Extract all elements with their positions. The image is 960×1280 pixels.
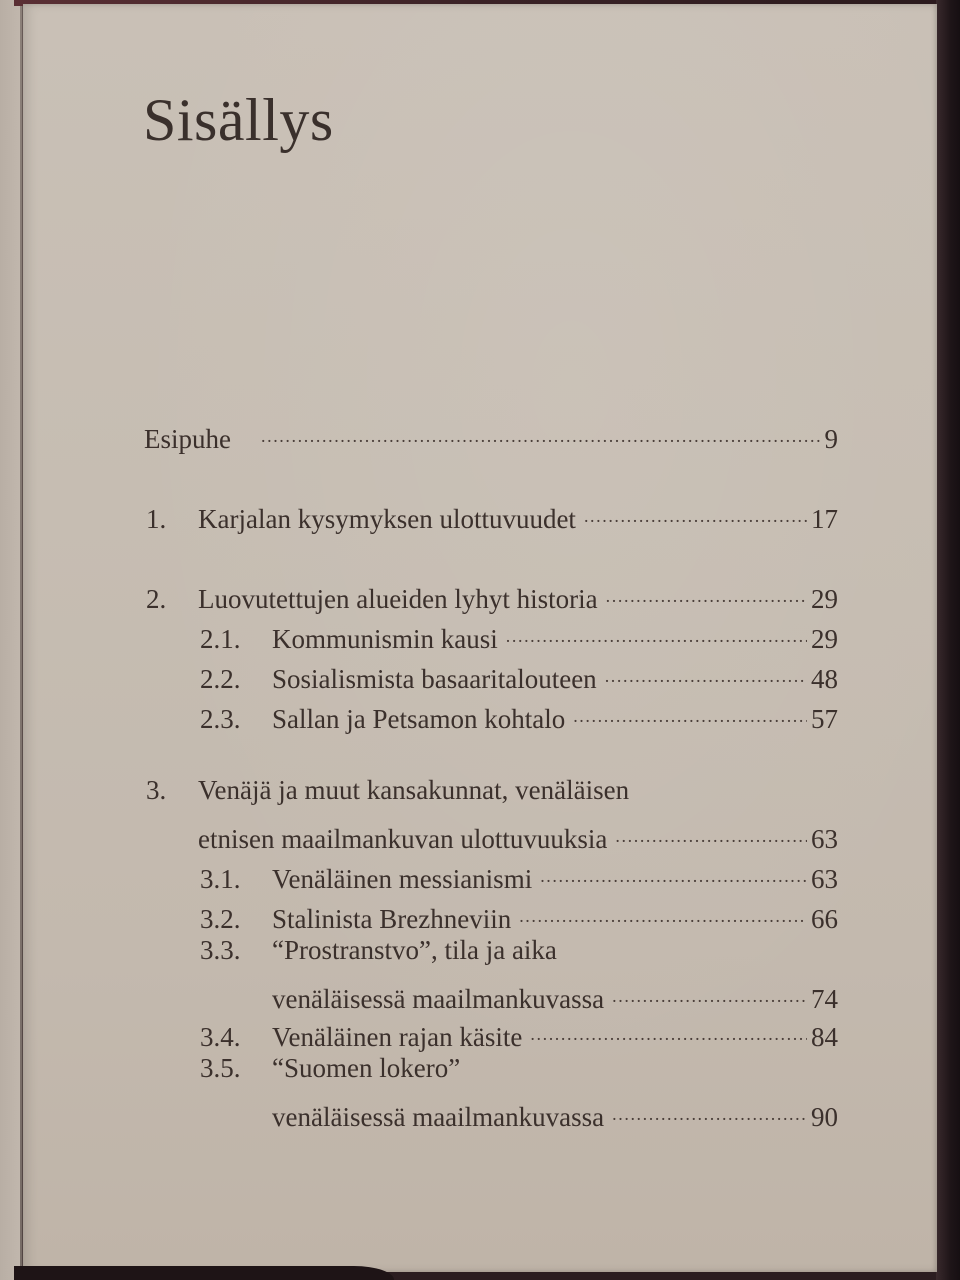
dot-leader: [540, 852, 807, 888]
dot-leader: [261, 412, 821, 448]
dot-leader: [519, 892, 807, 928]
toc-entry-page: 84: [811, 1022, 838, 1052]
dot-leader: [612, 1090, 807, 1126]
toc-entry-label: Sallan ja Petsamon kohtalo: [272, 704, 566, 734]
toc-entry-section-2-3[interactable]: [200, 692, 838, 734]
dot-leader: [530, 1010, 807, 1046]
dot-leader: [606, 572, 807, 608]
toc-entry-label: Venäjä ja muut kansakunnat, venäläisen: [198, 775, 630, 805]
page-title: Sisällys: [143, 87, 334, 153]
dot-leader: [612, 972, 807, 1008]
toc-entry-preface[interactable]: [144, 412, 838, 454]
toc-entry-label-continuation: etnisen maailmankuvan ulottuvuuksia: [198, 824, 608, 854]
toc-entry-section-3-3[interactable]: [200, 932, 838, 968]
back-cover-edge: [0, 0, 22, 1280]
toc-entry-number: 3.2.: [200, 904, 241, 934]
toc-entry-page: 29: [811, 584, 838, 614]
toc-entry-label: Venäläinen messianismi: [272, 864, 533, 894]
toc-entry-label: Venäläinen rajan käsite: [272, 1022, 523, 1052]
toc-entry-page: 17: [811, 504, 838, 534]
toc-entry-page: 63: [811, 824, 838, 854]
toc-entry-number: 3.1.: [200, 864, 241, 894]
toc-entry-number: 3.4.: [200, 1022, 241, 1052]
toc-entry-label: “Suomen lokero”: [272, 1053, 461, 1083]
toc-entry-section-3-3-continuation[interactable]: [272, 972, 838, 1014]
toc-entry-section-2-2[interactable]: [200, 652, 838, 694]
dot-leader: [605, 652, 807, 688]
toc-entry-section-3-2[interactable]: [200, 892, 838, 934]
toc-entry-label-continuation: venäläisessä maailmankuvassa: [272, 1102, 605, 1132]
toc-entry-label: “Prostranstvo”, tila ja aika: [272, 935, 557, 965]
cover-right-edge: [936, 0, 960, 1280]
toc-entry-number: 3.: [146, 775, 167, 805]
toc-entry-label: Luovutettujen alueiden lyhyt historia: [198, 584, 598, 614]
toc-entry-chapter-3-continuation[interactable]: [198, 812, 838, 854]
book-page: [23, 4, 937, 1272]
toc-entry-page: 74: [811, 984, 838, 1014]
toc-entry-page: 48: [811, 664, 838, 694]
toc-entry-number: 2.: [146, 584, 167, 614]
toc-entry-label-continuation: venäläisessä maailmankuvassa: [272, 984, 605, 1014]
toc-entry-section-3-4[interactable]: [200, 1010, 838, 1052]
dot-leader: [615, 812, 807, 848]
toc-entry-chapter-3[interactable]: [146, 772, 838, 808]
toc-entry-page: 90: [811, 1102, 838, 1132]
toc-entry-number: 3.3.: [200, 935, 241, 965]
toc-entry-label: Esipuhe: [144, 424, 231, 454]
toc-entry-page: 66: [811, 904, 838, 934]
toc-entry-section-3-1[interactable]: [200, 852, 838, 894]
toc-entry-number: 2.3.: [200, 704, 241, 734]
cover-bottom-edge: [14, 1266, 394, 1280]
toc-entry-label: Kommunismin kausi: [272, 624, 498, 654]
toc-entry-page: 29: [811, 624, 838, 654]
toc-entry-section-3-5-continuation[interactable]: [272, 1090, 838, 1132]
toc-entry-chapter-1[interactable]: [146, 492, 838, 534]
toc-entry-page: 9: [824, 424, 838, 454]
toc-entry-number: 3.5.: [200, 1053, 241, 1083]
toc-entry-label: Sosialismista basaaritalouteen: [272, 664, 597, 694]
table-of-contents: [23, 4, 937, 1272]
toc-entry-section-2-1[interactable]: [200, 612, 838, 654]
toc-entry-chapter-2[interactable]: [146, 572, 838, 614]
toc-entry-label: Karjalan kysymyksen ulottuvuudet: [198, 504, 576, 534]
toc-entry-number: 2.1.: [200, 624, 241, 654]
dot-leader: [584, 492, 807, 528]
toc-entry-page: 63: [811, 864, 838, 894]
toc-entry-page: 57: [811, 704, 838, 734]
dot-leader: [573, 692, 807, 728]
dot-leader: [506, 612, 807, 648]
toc-entry-section-3-5[interactable]: [200, 1050, 838, 1086]
toc-entry-number: 1.: [146, 504, 167, 534]
toc-entry-label: Stalinista Brezhneviin: [272, 904, 512, 934]
toc-entry-number: 2.2.: [200, 664, 241, 694]
